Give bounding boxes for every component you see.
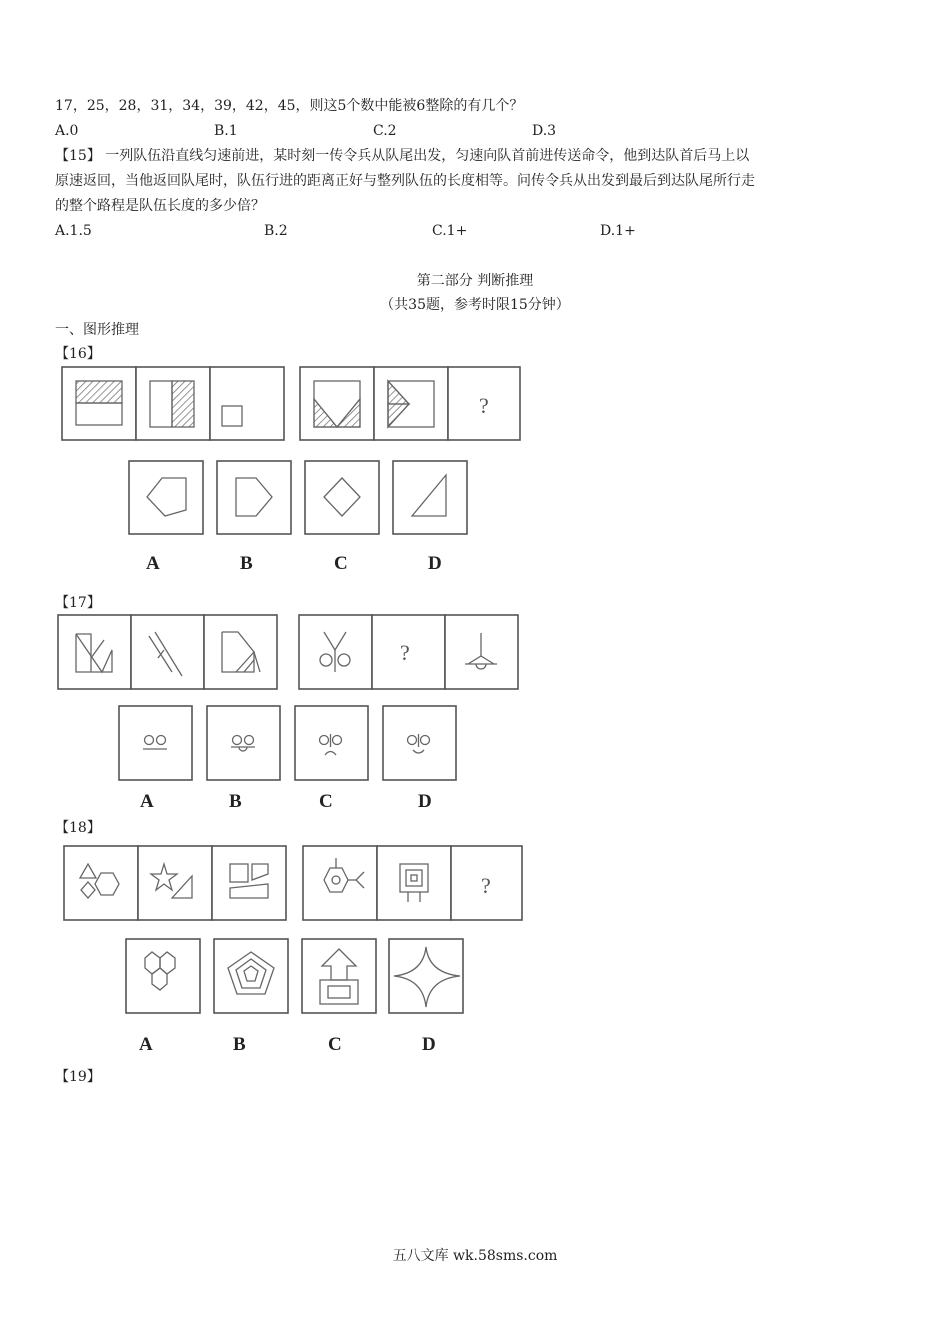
q18-option-a-box: [126, 939, 200, 1013]
q18-label-a: A: [139, 1034, 153, 1055]
q16-label-a: A: [146, 553, 160, 574]
q18-label-c: C: [328, 1034, 342, 1055]
q16-label-b: B: [240, 553, 253, 574]
q15-option-a: A.1.5: [55, 223, 92, 239]
q18-stem-box-4: [303, 846, 377, 920]
q18-stem-box-3: [212, 846, 286, 920]
q17-label-d: D: [418, 791, 432, 812]
q16-label-c: C: [334, 553, 348, 574]
q18-stem-box-5: [377, 846, 451, 920]
q18-option-b-box: [214, 939, 288, 1013]
q18-stem-box-2: [138, 846, 212, 920]
q15-line-1: 【15】 一列队伍沿直线匀速前进，某时刻一传令兵从队尾出发，匀速向队首前进传送命令，他到达队首后马上以: [55, 148, 750, 164]
q18-label-b: B: [233, 1034, 246, 1055]
q17-label-c: C: [319, 791, 333, 812]
q16-label-d: D: [428, 553, 442, 574]
q14-option-d: D.3: [532, 123, 557, 139]
q18-option-c-box: [302, 939, 376, 1013]
q14-option-c: C.2: [373, 123, 397, 139]
q14-text: 17，25，28，31，34，39，42，45，则这5个数中能被6整除的有几个？: [55, 98, 524, 114]
q15-line-3: 的整个路程是队伍长度的多少倍？: [55, 198, 265, 214]
q15-line-2: 原速返回，当他返回队尾时，队伍行进的距离正好与整列队伍的长度相等。问传令兵从出发到最后到达队尾所行走: [55, 173, 755, 189]
q16-question-mark: ?: [479, 393, 489, 418]
q15-option-c: C.1+: [432, 223, 468, 239]
q17-label-b: B: [229, 791, 242, 812]
q18-label-d: D: [422, 1034, 436, 1055]
q15-option-b: B.2: [264, 223, 288, 239]
q17-number: 【17】: [55, 595, 101, 611]
q14-option-b: B.1: [214, 123, 238, 139]
part2-subtitle: （共35题，参考时限15分钟）: [380, 297, 570, 313]
q18-stem-box-1: [64, 846, 138, 920]
page-footer: 五八文库 wk.58sms.com: [392, 1248, 558, 1264]
q18-number: 【18】: [55, 820, 101, 836]
q19-number: 【19】: [55, 1069, 101, 1085]
q16-number: 【16】: [55, 346, 101, 362]
section-heading: 一、图形推理: [55, 322, 139, 338]
q14-option-a: A.0: [55, 123, 79, 139]
q15-option-d: D.1+: [600, 223, 636, 239]
q17-question-mark: ?: [400, 640, 410, 665]
q17-label-a: A: [140, 791, 154, 812]
part2-title: 第二部分 判断推理: [416, 273, 534, 289]
q18-question-mark: ?: [481, 873, 491, 898]
